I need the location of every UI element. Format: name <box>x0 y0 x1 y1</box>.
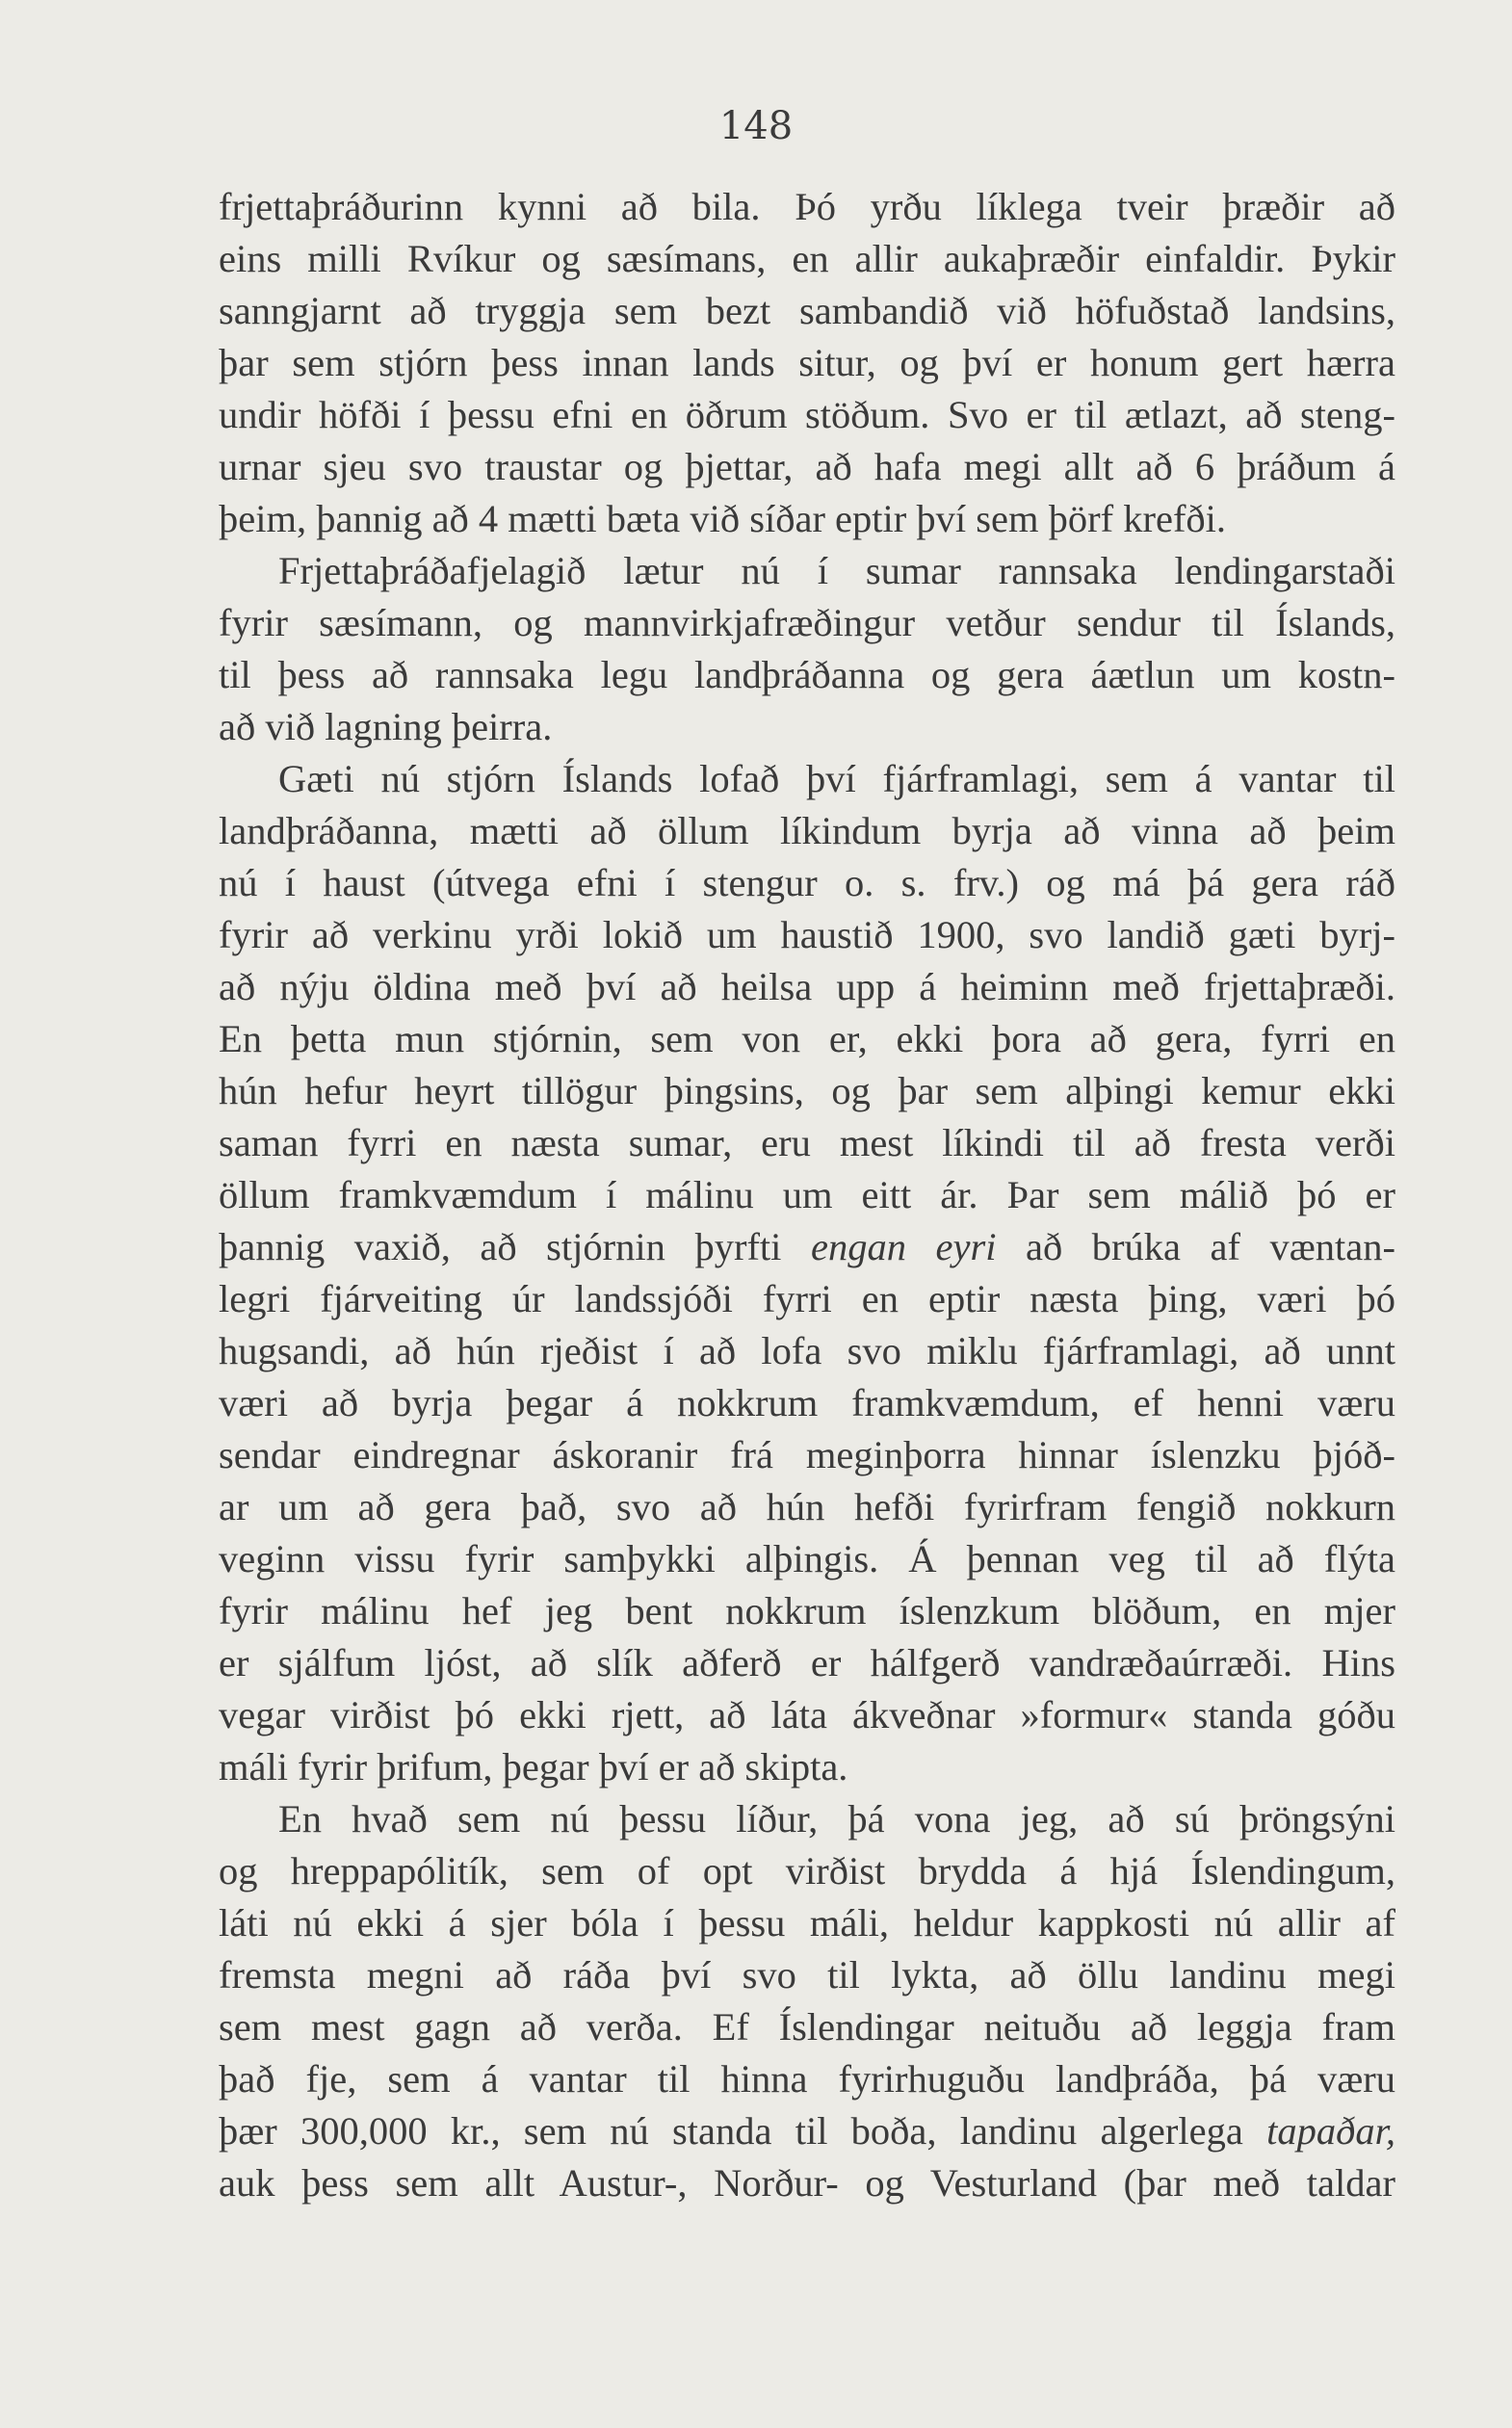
text-segment: hún hefur heyrt tillögur þingsins, og þar sem alþingi kemur ekki <box>219 1069 1395 1112</box>
text-line <box>219 441 1395 493</box>
text-segment: máli fyrir þrifum, þegar því er að skipta. <box>219 1745 848 1788</box>
text-segment: fyrir að verkinu yrði lokið um haustið 1900, svo landið gæti byrj- <box>219 913 1395 956</box>
text-line <box>219 2053 1395 2105</box>
text-line <box>219 2001 1395 2053</box>
text-line <box>219 961 1395 1013</box>
text-line <box>219 181 1395 233</box>
text-segment: auk þess sem allt Austur-, Norður- og Vesturland (þar með taldar <box>219 2161 1395 2205</box>
text-line <box>219 389 1395 441</box>
text-line <box>219 701 1395 753</box>
text-segment: og hreppapólitík, sem of opt virðist brydda á hjá Íslendingum, <box>219 1849 1395 1893</box>
text-segment: fyrir málinu hef jeg bent nokkrum íslenzkum blöðum, en mjer <box>219 1589 1395 1632</box>
italic-text: engan eyri <box>810 1225 997 1268</box>
text-line <box>219 1481 1395 1533</box>
text-segment: En hvað sem nú þessu líður, þá vona jeg, að sú þröngsýni <box>278 1797 1395 1841</box>
text-line <box>219 1949 1395 2001</box>
text-segment: eins milli Rvíkur og sæsímans, en allir aukaþræðir einfaldir. Þykir <box>219 237 1395 280</box>
text-segment: sendar eindregnar áskoranir frá meginþorra hinnar íslenzku þjóð- <box>219 1433 1395 1476</box>
text-segment: En þetta mun stjórnin, sem von er, ekki þora að gera, fyrri en <box>219 1017 1395 1060</box>
text-segment: frjettaþráðurinn kynni að bila. Þó yrðu líklega tveir þræðir að <box>219 185 1395 228</box>
text-segment: urnar sjeu svo traustar og þjettar, að hafa megi allt að 6 þráðum á <box>219 445 1395 488</box>
text-segment: til þess að rannsaka legu landþráðanna og gera áætlun um kostn- <box>219 653 1395 696</box>
text-segment: veginn vissu fyrir samþykki alþingis. Á þennan veg til að flýta <box>219 1537 1395 1580</box>
text-segment: Gæti nú stjórn Íslands lofað því fjárframlagi, sem á vantar til <box>278 757 1395 800</box>
text-line <box>219 1741 1395 1793</box>
text-segment: er sjálfum ljóst, að slík aðferð er hálfgerð vandræðaúrræði. Hins <box>219 1641 1395 1684</box>
text-segment: öllum framkvæmdum í málinu um eitt ár. Þar sem málið þó er <box>219 1173 1395 1216</box>
text-line <box>219 1377 1395 1429</box>
text-line <box>219 1013 1395 1065</box>
text-line <box>219 2157 1395 2209</box>
text-segment: sanngjarnt að tryggja sem bezt sambandið við höfuðstað landsins, <box>219 289 1395 332</box>
text-line <box>219 2105 1395 2157</box>
text-segment: fyrir sæsímann, og mannvirkjafræðingur vetður sendur til Íslands, <box>219 601 1395 644</box>
text-line <box>219 597 1395 649</box>
text-line <box>219 909 1395 961</box>
text-line <box>219 1637 1395 1689</box>
text-segment: sem mest gagn að verða. Ef Íslendingar neituðu að leggja fram <box>219 2005 1395 2049</box>
text-segment: saman fyrri en næsta sumar, eru mest líkindi til að fresta verði <box>219 1121 1395 1164</box>
body-text <box>219 181 1395 2209</box>
text-line <box>219 1429 1395 1481</box>
text-segment: hugsandi, að hún rjeðist í að lofa svo miklu fjárframlagi, að unnt <box>219 1329 1395 1372</box>
italic-text: tapaðar, <box>1266 2109 1395 2153</box>
text-line <box>219 1689 1395 1741</box>
text-segment: væri að byrja þegar á nokkrum framkvæmdum, ef henni væru <box>219 1381 1395 1424</box>
text-segment: legri fjárveiting úr landssjóði fyrri en eptir næsta þing, væri þó <box>219 1277 1395 1320</box>
text-line <box>219 493 1395 545</box>
text-line <box>219 649 1395 701</box>
text-line <box>219 1897 1395 1949</box>
text-segment: landþráðanna, mætti að öllum líkindum byrja að vinna að þeim <box>219 809 1395 852</box>
text-line <box>219 1845 1395 1897</box>
text-segment: þar sem stjórn þess innan lands situr, og því er honum gert hærra <box>219 341 1395 384</box>
text-segment: það fje, sem á vantar til hinna fyrirhuguðu landþráða, þá væru <box>219 2057 1395 2101</box>
text-segment: nú í haust (útvega efni í stengur o. s. frv.) og má þá gera ráð <box>219 861 1395 904</box>
text-segment: að við lagning þeirra. <box>219 705 553 748</box>
text-segment: fremsta megni að ráða því svo til lykta, að öllu landinu megi <box>219 1953 1395 1997</box>
text-segment: Frjettaþráðafjelagið lætur nú í sumar rannsaka lendingarstaði <box>278 549 1395 592</box>
text-line <box>219 1221 1395 1273</box>
text-segment: láti nú ekki á sjer bóla í þessu máli, heldur kappkosti nú allir af <box>219 1901 1395 1945</box>
text-line <box>219 1169 1395 1221</box>
text-line <box>219 1585 1395 1637</box>
text-line <box>219 857 1395 909</box>
text-line <box>219 1065 1395 1117</box>
text-segment: ar um að gera það, svo að hún hefði fyrirfram fengið nokkurn <box>219 1485 1395 1528</box>
text-line <box>219 337 1395 389</box>
text-segment: þær 300,000 kr., sem nú standa til boða, landinu algerlega <box>219 2109 1267 2153</box>
text-segment: að nýju öldina með því að heilsa upp á heiminn með frjettaþræði. <box>219 965 1395 1008</box>
text-line <box>219 1793 1395 1845</box>
text-line <box>219 233 1395 285</box>
text-segment: þeim, þannig að 4 mætti bæta við síðar eptir því sem þörf krefði. <box>219 497 1227 540</box>
text-line <box>219 1117 1395 1169</box>
text-line <box>219 285 1395 337</box>
text-line <box>219 1533 1395 1585</box>
text-line <box>219 753 1395 805</box>
text-segment: undir höfði í þessu efni en öðrum stöðum. Svo er til ætlazt, að steng- <box>219 393 1395 436</box>
text-line <box>219 1325 1395 1377</box>
text-line <box>219 545 1395 597</box>
text-line <box>219 1273 1395 1325</box>
text-segment: að brúka af væntan- <box>996 1225 1395 1268</box>
text-segment: þannig vaxið, að stjórnin þyrfti <box>219 1225 811 1268</box>
text-line <box>219 805 1395 857</box>
page-number: 148 <box>718 104 794 148</box>
text-segment: vegar virðist þó ekki rjett, að láta ákveðnar »formur« standa góðu <box>219 1693 1395 1736</box>
